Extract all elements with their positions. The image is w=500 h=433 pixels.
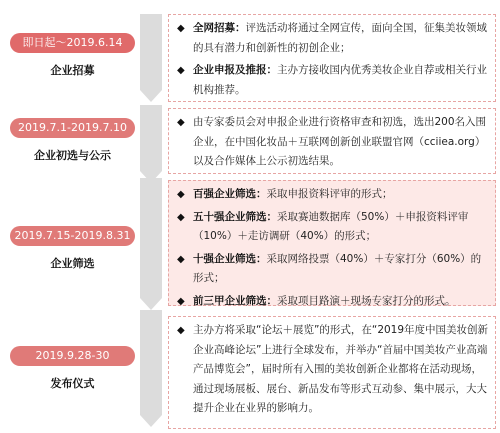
diamond-bullet-icon: ◆ bbox=[177, 117, 185, 128]
stage-1-date: 即日起～2019.6.14 bbox=[10, 33, 135, 53]
list-item: ◆ 主办方将采取“论坛＋展览”的形式，在“2019年度中国美妆创新企业高峰论坛”上进行全球发布，并举办“首届中国美妆产业高端产品博览会”，届时所有入围的美妆创新企业都将在活动现场，通过现场展板、展台、新品发布等形式互动参、集中展示，大大提升企业在业界的影响力。 bbox=[177, 321, 489, 419]
stage-2-box bbox=[168, 108, 496, 174]
stage-3-date: 2019.7.15-2019.8.31 bbox=[10, 226, 135, 246]
list-item: ◆ 十强企业筛选：采取网络投票（40%）＋专家打分（60%）的形式； bbox=[177, 250, 489, 289]
diamond-bullet-icon: ◆ bbox=[177, 211, 185, 223]
list-item: ◆ 企业申报及推报：主办方接收国内优秀美妆企业自荐或相关行业机构推荐。 bbox=[177, 61, 489, 100]
list-item: ◆ 前三甲企业筛选：采取项目路演＋现场专家打分的形式。 bbox=[177, 292, 489, 312]
stage-3-box bbox=[168, 180, 496, 306]
stage-1-label: 企业招募 bbox=[50, 64, 95, 77]
stage-4-box bbox=[168, 316, 496, 429]
stage-3-label: 企业筛选 bbox=[50, 257, 95, 270]
stage-3 bbox=[10, 226, 135, 271]
stage-1 bbox=[10, 33, 135, 78]
stage-4-label: 发布仪式 bbox=[50, 377, 95, 390]
stage-2 bbox=[10, 118, 135, 163]
diamond-bullet-icon: ◆ bbox=[177, 189, 185, 200]
stage-2-date: 2019.7.1-2019.7.10 bbox=[10, 118, 135, 138]
diamond-bullet-icon: ◆ bbox=[177, 325, 185, 336]
diamond-bullet-icon: ◆ bbox=[177, 23, 185, 34]
stage-1-box bbox=[168, 14, 496, 102]
diamond-bullet-icon: ◆ bbox=[177, 253, 185, 265]
list-item: ◆ 由专家委员会对申报企业进行资格审查和初选，选出200名入围企业，在中国化妆品＋互联网创新创业联盟官网（cciiea.org）以及合作媒体上公示初选结果。 bbox=[177, 113, 489, 172]
stage-2-label: 企业初选与公示 bbox=[34, 149, 111, 162]
list-item: ◆ 全网招募：评选活动将通过全网宣传，面向全国，征集美妆领域的具有潜力和创新性的初创企业； bbox=[177, 19, 489, 58]
list-item: ◆ 五十强企业筛选：采取赛迪数据库（50%）＋申报资料评审（10%）＋走访调研（40%）的形式； bbox=[177, 208, 489, 247]
stage-4 bbox=[10, 346, 135, 391]
diamond-bullet-icon: ◆ bbox=[177, 65, 185, 76]
list-item: ◆ 百强企业筛选：采取申报资料评审的形式； bbox=[177, 185, 489, 205]
diamond-bullet-icon: ◆ bbox=[177, 295, 185, 307]
stage-4-date: 2019.9.28-30 bbox=[10, 346, 135, 366]
